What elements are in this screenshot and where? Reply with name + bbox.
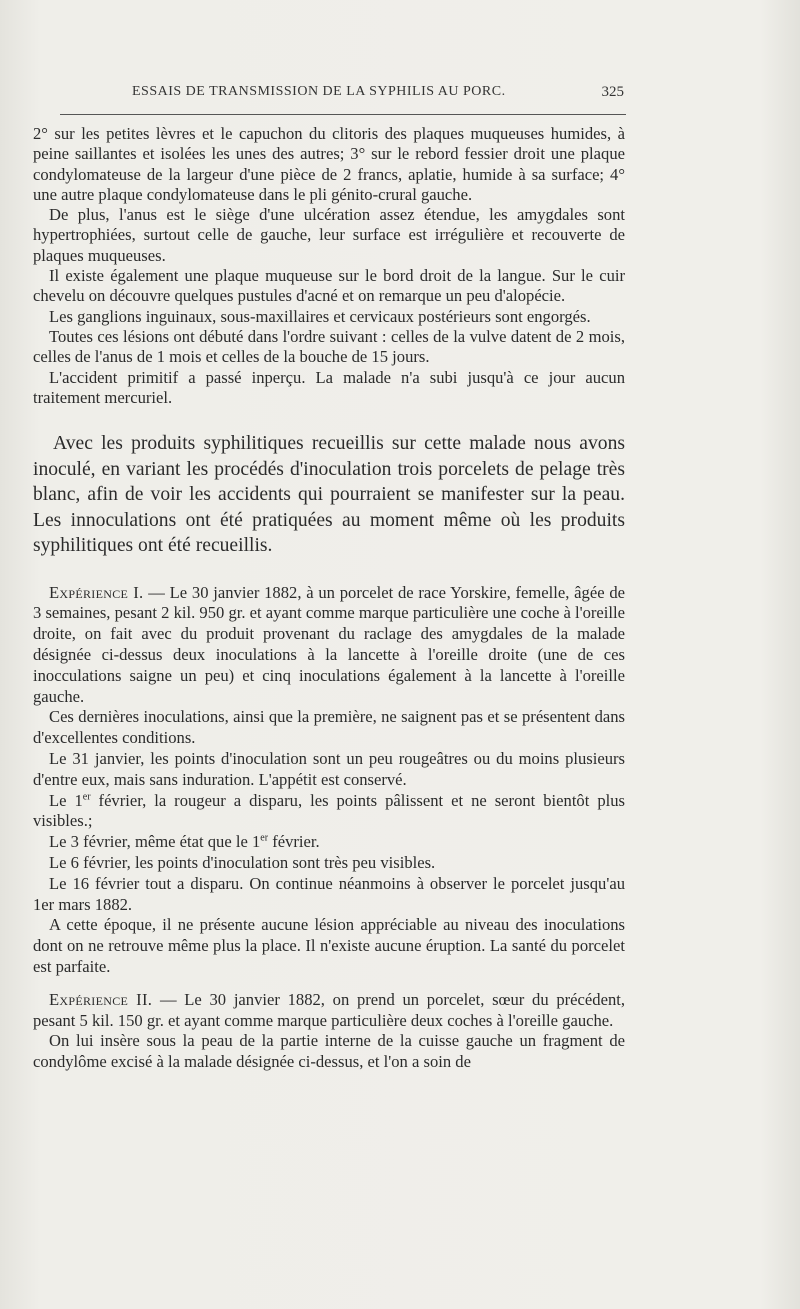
experiment-two	[33, 990, 625, 1073]
feb3-sup: er	[260, 832, 269, 844]
feb1-sup: er	[82, 791, 91, 803]
paragraph-feb1	[33, 791, 625, 833]
experiment-two-label: Expérience II.	[49, 989, 153, 1009]
experiment-one-label: Expérience I.	[49, 582, 144, 602]
paragraph: Les ganglions inguinaux, sous-maxillaires et cervicaux postérieurs sont engorgés.	[49, 306, 591, 326]
paragraph: Il existe également une plaque muqueuse sur le bord droit de la langue. Sur le cuir chevelu on découvre quelques pustules d'acné et on remarque un peu d'alopécie.	[33, 266, 625, 306]
spacer	[33, 978, 625, 984]
paragraph: Le 31 janvier, les points d'inoculation sont un peu rougeâtres ou du moins plusieurs d'entre eux, mais sans induration. L'appétit est conservé.	[33, 749, 625, 789]
case-description	[33, 124, 625, 408]
header-rule	[60, 114, 626, 115]
paragraph-feb3	[33, 832, 625, 853]
feb1-pre: Le 1	[49, 790, 83, 810]
paragraph: On lui insère sous la peau de la partie interne de la cuisse gauche un fragment de condylôme excisé à la malade désignée ci-dessus, et l'on a soin de	[33, 1031, 625, 1072]
experiment-one	[33, 583, 625, 978]
running-head: ESSAIS DE TRANSMISSION DE LA SYPHILIS AU PORC.	[132, 84, 506, 99]
page-number: 325	[601, 84, 624, 100]
paragraph: Ces dernières inoculations, ainsi que la première, ne saignent pas et se présentent dans d'excellentes conditions.	[33, 707, 625, 748]
paragraph: A cette époque, il ne présente aucune lésion appréciable au niveau des inoculations dont on ne retrouve même plus la place. Il n'existe aucune éruption. La santé du porcelet est parfaite.	[33, 915, 625, 976]
feb1-post: février, la rougeur a disparu, les points pâlissent et ne seront bientôt plus visibles.;	[33, 790, 625, 831]
body-text	[33, 124, 625, 1073]
experiment-one-paragraph	[33, 583, 625, 708]
experiment-one-text: — Le 30 janvier 1882, à un porcelet de race Yorskire, femelle, âgée de 3 semaines, pesant 2 kil. 950 gr. et ayant comme marque particulière une coche à l'oreille droite, on fait avec du produit provenant du raclage des amygdales de la malade désignée ci-dessus deux inoculations à la lancette à l'oreille droite (une de ces inocculations saigne un peu) et cinq inoculations également à la lancette à l'oreille gauche.	[33, 582, 625, 706]
experiment-two-text: — Le 30 janvier 1882, on prend un porcelet, sœur du précédent, pesant 5 kil. 150 gr. et ayant comme marque particulière deux coches à l'oreille gauche.	[33, 989, 625, 1030]
paragraph: 2° sur les petites lèvres et le capuchon du clitoris des plaques muqueuses humides, à peine saillantes et isolées les unes des autres; 3° sur le rebord fessier droit une plaque condylomateuse de la largeur d'une pièce de 2 francs, aplatie, humide à sa surface; 4° une autre plaque condylomateuse dans le pli génito-crural gauche.	[33, 124, 625, 204]
paragraph: Le 16 février tout a disparu. On continue néanmoins à observer le porcelet jusqu'au 1er mars 1882.	[33, 873, 625, 914]
feb3-post: février.	[268, 832, 320, 852]
paragraph: Toutes ces lésions ont débuté dans l'ordre suivant : celles de la vulve datent de 2 mois, celles de l'anus de 1 mois et celles de la bouche de 15 jours.	[33, 326, 625, 367]
paragraph: L'accident primitif a passé inperçu. La malade n'a subi jusqu'à ce jour aucun traitement mercuriel.	[33, 367, 625, 407]
paragraph: Le 6 février, les points d'inoculation sont très peu visibles.	[49, 853, 436, 873]
page-header	[60, 84, 630, 104]
paragraph: De plus, l'anus est le siège d'une ulcération assez étendue, les amygdales sont hypertrophiées, surtout celle de gauche, leur surface est irrégulière et recouverte de plaques muqueuses.	[33, 205, 625, 265]
intro-paragraph: Avec les produits syphilitiques recueillis sur cette malade nous avons inoculé, en variant les procédés d'inoculation trois porcelets de pelage très blanc, afin de voir les accidents qui pourraient se manifester sur la peau. Les innoculations ont été pratiquées au moment même où les produits syphilitiques ont été recueillis.	[33, 433, 625, 557]
feb3-pre: Le 3 février, même état que le 1	[49, 832, 261, 852]
intro-section	[33, 431, 625, 559]
experiment-two-paragraph	[33, 990, 625, 1032]
